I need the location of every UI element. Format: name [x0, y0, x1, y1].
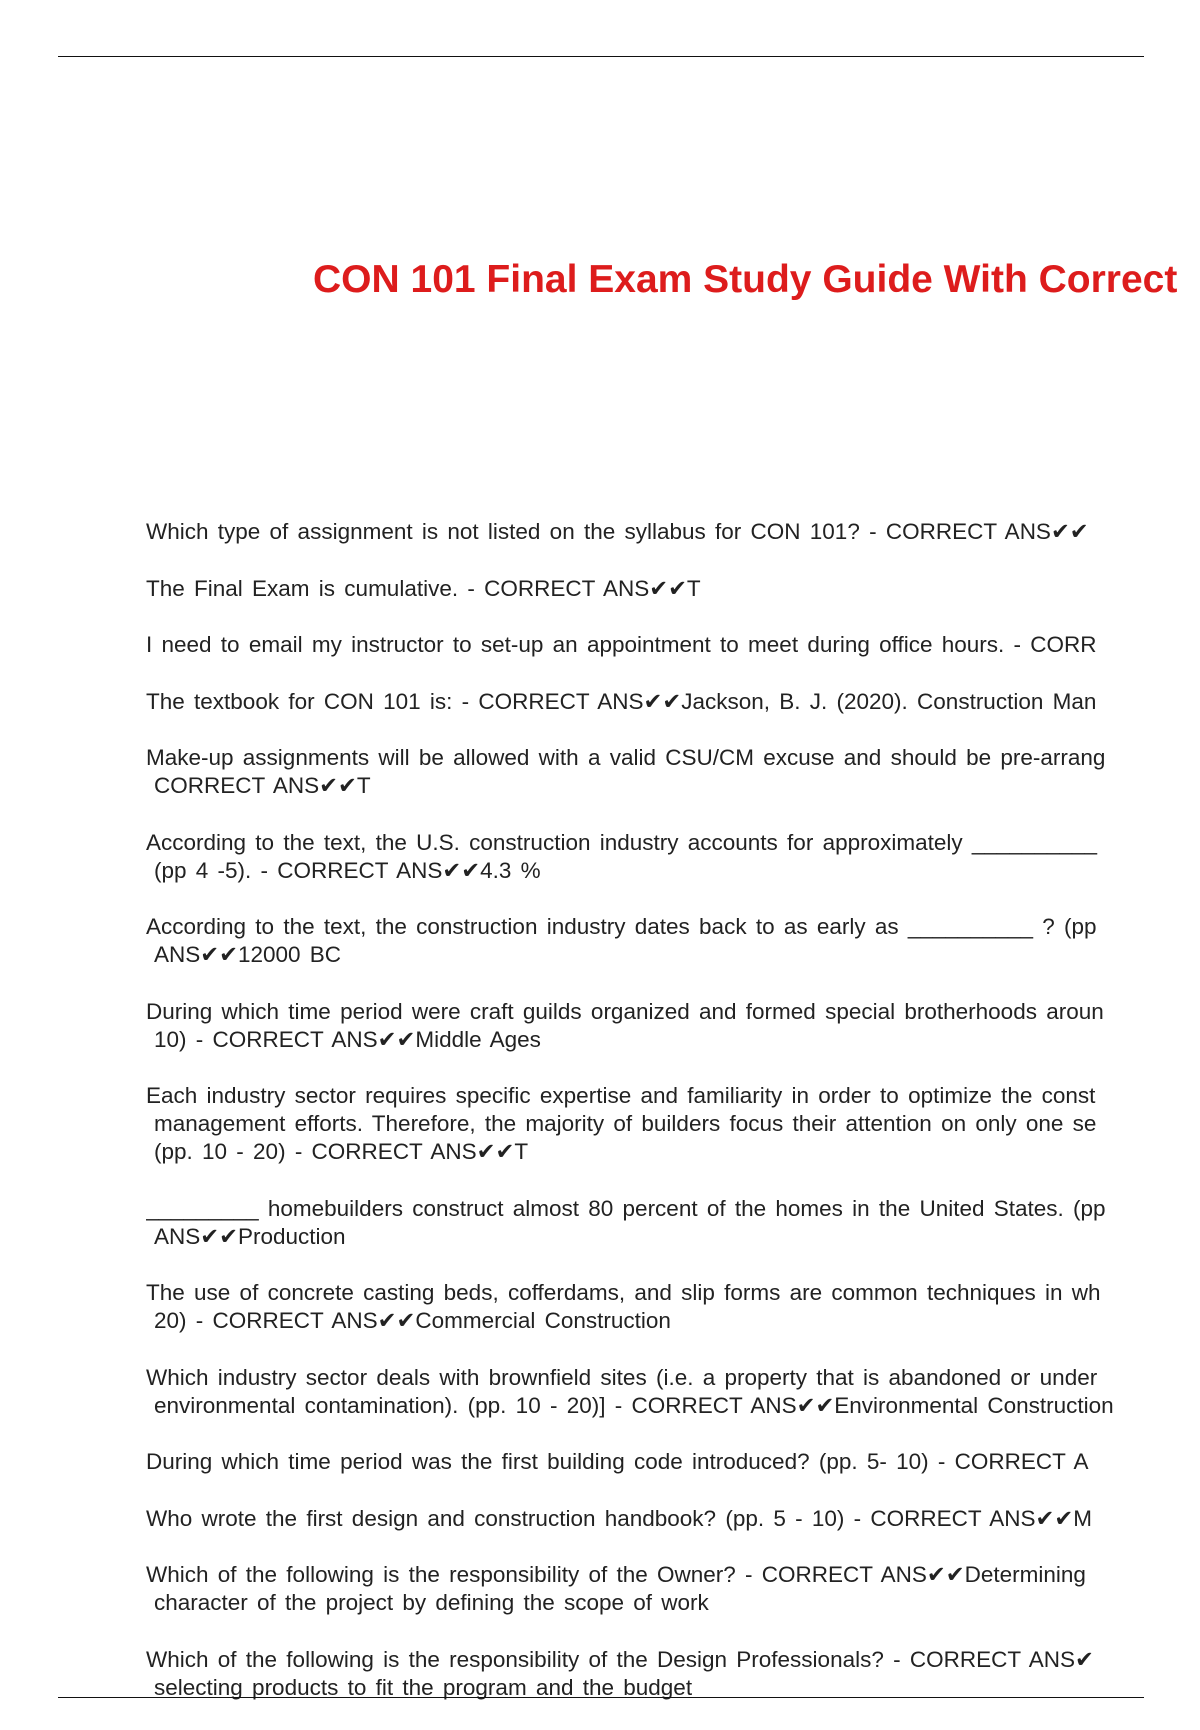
qa-list	[146, 518, 1200, 1730]
qa-item	[146, 913, 1200, 969]
qa-continuation-line: environmental contamination). (pp. 10 - 20)] - CORRECT ANS✔✔Environmental Construction	[154, 1392, 1114, 1418]
qa-item	[146, 1561, 1200, 1617]
document-title: CON 101 Final Exam Study Guide With Correct	[313, 258, 1178, 301]
qa-continuation-line: ANS✔✔Production	[154, 1223, 346, 1249]
qa-question-line: During which time period were craft guilds organized and formed special brotherhoods aroun	[146, 998, 1104, 1024]
qa-continuation-line: character of the project by defining the scope of work	[154, 1590, 709, 1615]
qa-item	[146, 1195, 1200, 1251]
qa-item	[146, 829, 1200, 885]
qa-continuation-line: CORRECT ANS✔✔T	[154, 773, 371, 798]
qa-question-line: Who wrote the first design and construction handbook? (pp. 5 - 10) - CORRECT ANS✔✔M	[146, 1505, 1092, 1531]
qa-continuation-line: 10) - CORRECT ANS✔✔Middle Ages	[154, 1026, 541, 1052]
qa-question-line: I need to email my instructor to set-up an appointment to meet during office hours. - CORR	[146, 632, 1097, 657]
qa-item	[146, 1448, 1200, 1476]
qa-question-line: Which of the following is the responsibility of the Owner? - CORRECT ANS✔✔Determining	[146, 1562, 1086, 1587]
qa-item	[146, 1364, 1200, 1420]
qa-continuation-line: ANS✔✔12000 BC	[154, 942, 342, 967]
qa-item	[146, 518, 1200, 546]
qa-item	[146, 575, 1200, 603]
qa-item	[146, 1646, 1200, 1702]
qa-question-line: According to the text, the U.S. construction industry accounts for approximately __________	[146, 829, 1098, 855]
qa-question-line: Which type of assignment is not listed on the syllabus for CON 101? - CORRECT ANS✔✔	[146, 519, 1089, 544]
qa-continuation-line: management efforts. Therefore, the majority of builders focus their attention on only one se	[154, 1111, 1097, 1136]
qa-question-line: Which of the following is the responsibility of the Design Professionals? - CORRECT ANS✔	[146, 1646, 1094, 1672]
qa-item	[146, 1505, 1200, 1533]
qa-item	[146, 998, 1200, 1054]
qa-item	[146, 1279, 1200, 1335]
qa-question-line: Make-up assignments will be allowed with a valid CSU/CM excuse and should be pre-arrang	[146, 745, 1106, 770]
qa-question-line: During which time period was the first building code introduced? (pp. 5- 10) - CORRECT A	[146, 1449, 1089, 1474]
top-rule	[58, 56, 1144, 57]
qa-item	[146, 688, 1200, 716]
qa-question-line: The use of concrete casting beds, cofferdams, and slip forms are common techniques in wh	[146, 1280, 1101, 1305]
qa-question-line: Which industry sector deals with brownfield sites (i.e. a property that is abandoned or under	[146, 1364, 1098, 1390]
qa-question-line: According to the text, the construction industry dates back to as early as __________ ? (pp	[146, 914, 1097, 939]
qa-question-line: The textbook for CON 101 is: - CORRECT ANS✔✔Jackson, B. J. (2020). Construction Man	[146, 688, 1097, 714]
qa-continuation-line: 20) - CORRECT ANS✔✔Commercial Construction	[154, 1308, 671, 1333]
qa-item	[146, 744, 1200, 800]
qa-question-line: _________ homebuilders construct almost 80 percent of the homes in the United States. (pp	[146, 1195, 1106, 1221]
bottom-rule	[58, 1697, 1144, 1698]
qa-continuation-line: selecting products to fit the program and the budget	[154, 1674, 693, 1700]
qa-continuation-line: (pp. 10 - 20) - CORRECT ANS✔✔T	[154, 1139, 529, 1164]
qa-question-line: The Final Exam is cumulative. - CORRECT ANS✔✔T	[146, 575, 701, 601]
qa-item	[146, 1082, 1200, 1166]
qa-continuation-line: (pp 4 -5). - CORRECT ANS✔✔4.3 %	[154, 857, 541, 883]
qa-item	[146, 631, 1200, 659]
qa-question-line: Each industry sector requires specific expertise and familiarity in order to optimize the const	[146, 1083, 1096, 1108]
